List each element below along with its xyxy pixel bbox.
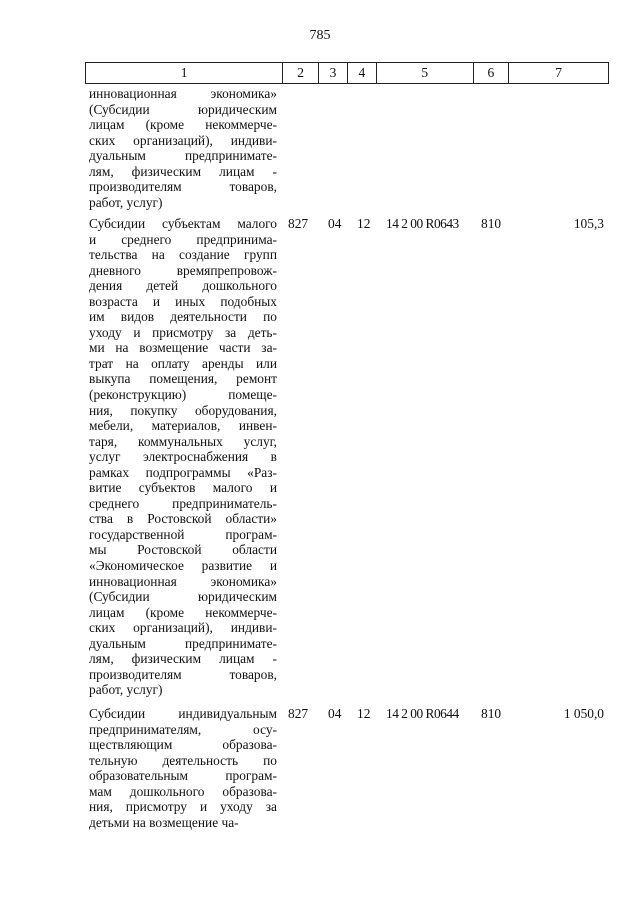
description-line: инновационная экономика» — [89, 573, 277, 589]
description-line: тельства на создание групп — [89, 247, 277, 263]
table-header — [85, 62, 609, 84]
description-line: дуальным предпринимате- — [89, 148, 277, 164]
description-line: им видов деятельности по — [89, 309, 277, 325]
description-line: трат на оплату аренды или — [89, 355, 277, 371]
description-line: выкупа помещения, ремонт — [89, 371, 277, 387]
description-line: дневного времяпрепровож- — [89, 262, 277, 278]
cell-col4: 12 — [357, 706, 371, 721]
description-line: «Экономическое развитие и — [89, 558, 277, 574]
header-col-2: 2 — [283, 63, 319, 83]
header-col-3: 3 — [319, 63, 348, 83]
description-line: ми на возмещение части за- — [89, 340, 277, 356]
description-line: инновационная экономика» — [89, 86, 277, 101]
description-line: Субсидии субъектам малого — [89, 216, 277, 231]
description-line: ских организаций), индиви- — [89, 620, 277, 636]
description-line: ства в Ростовской области» — [89, 511, 277, 527]
description-line: государственной програм- — [89, 526, 277, 542]
cell-col4: 12 — [357, 216, 371, 231]
cell-col3: 04 — [328, 706, 342, 721]
description-line: Субсидии индивидуальным — [89, 706, 277, 721]
row-description — [89, 86, 277, 210]
description-line: ния, присмотру и уходу за — [89, 799, 277, 815]
cell-col7: 1 050,0 — [563, 706, 604, 721]
description-line: предпринимателям, осу- — [89, 721, 277, 737]
description-line: ния, покупку оборудования, — [89, 402, 277, 418]
description-line: лицам (кроме некоммерче- — [89, 117, 277, 133]
description-line: детьми на возмещение ча- — [89, 814, 239, 830]
description-line: (реконструкцию) помеще- — [89, 387, 277, 403]
cell-col2: 827 — [288, 706, 309, 721]
header-col-6: 6 — [474, 63, 510, 83]
description-line: образовательным програм- — [89, 768, 277, 784]
header-col-1: 1 — [86, 63, 283, 83]
cell-col6: 810 — [481, 706, 502, 721]
description-line: мам дошкольного образова- — [89, 783, 277, 799]
cell-col2: 827 — [288, 216, 309, 231]
description-line: дуальным предпринимате- — [89, 635, 277, 651]
header-col-7: 7 — [555, 65, 563, 80]
description-line: лям, физическим лицам - — [89, 651, 277, 667]
header-col-4: 4 — [348, 63, 377, 83]
cell-col5: 14 2 00 R0644 — [386, 706, 459, 721]
header-col-5: 5 — [377, 63, 474, 83]
description-line: витие субъектов малого и — [89, 480, 277, 496]
description-line: производителям товаров, — [89, 179, 277, 195]
description-line: рамках подпрограммы «Раз- — [89, 464, 277, 480]
cell-col5: 14 2 00 R0643 — [386, 216, 459, 231]
description-line: ских организаций), индиви- — [89, 132, 277, 148]
description-line: работ, услуг) — [89, 682, 163, 698]
row-description — [89, 706, 277, 830]
description-line: производителям товаров, — [89, 666, 277, 682]
description-line: среднего предприниматель- — [89, 495, 277, 511]
row-description — [89, 216, 277, 698]
page-number: 785 — [309, 28, 331, 43]
description-line: лицам (кроме некоммерче- — [89, 604, 277, 620]
description-line: ществляющим образова- — [89, 737, 277, 753]
description-line: лям, физическим лицам - — [89, 163, 277, 179]
description-line: услуг электроснабжения в — [89, 449, 277, 465]
description-line: и среднего предпринима- — [89, 231, 277, 247]
description-line: тельную деятельность по — [89, 752, 277, 768]
description-line: уходу и присмотру за деть- — [89, 324, 277, 340]
cell-col7: 105,3 — [573, 216, 604, 231]
cell-col6: 810 — [481, 216, 502, 231]
description-line: таря, коммунальных услуг, — [89, 433, 277, 449]
description-line: дения детей дошкольного — [89, 278, 277, 294]
cell-col3: 04 — [328, 216, 342, 231]
description-line: мы Ростовской области — [89, 542, 277, 558]
description-line: мебели, материалов, инвен- — [89, 418, 277, 434]
description-line: (Субсидии юридическим — [89, 101, 277, 117]
description-line: возраста и иных подобных — [89, 293, 277, 309]
description-line: работ, услуг) — [89, 194, 163, 210]
description-line: (Субсидии юридическим — [89, 589, 277, 605]
